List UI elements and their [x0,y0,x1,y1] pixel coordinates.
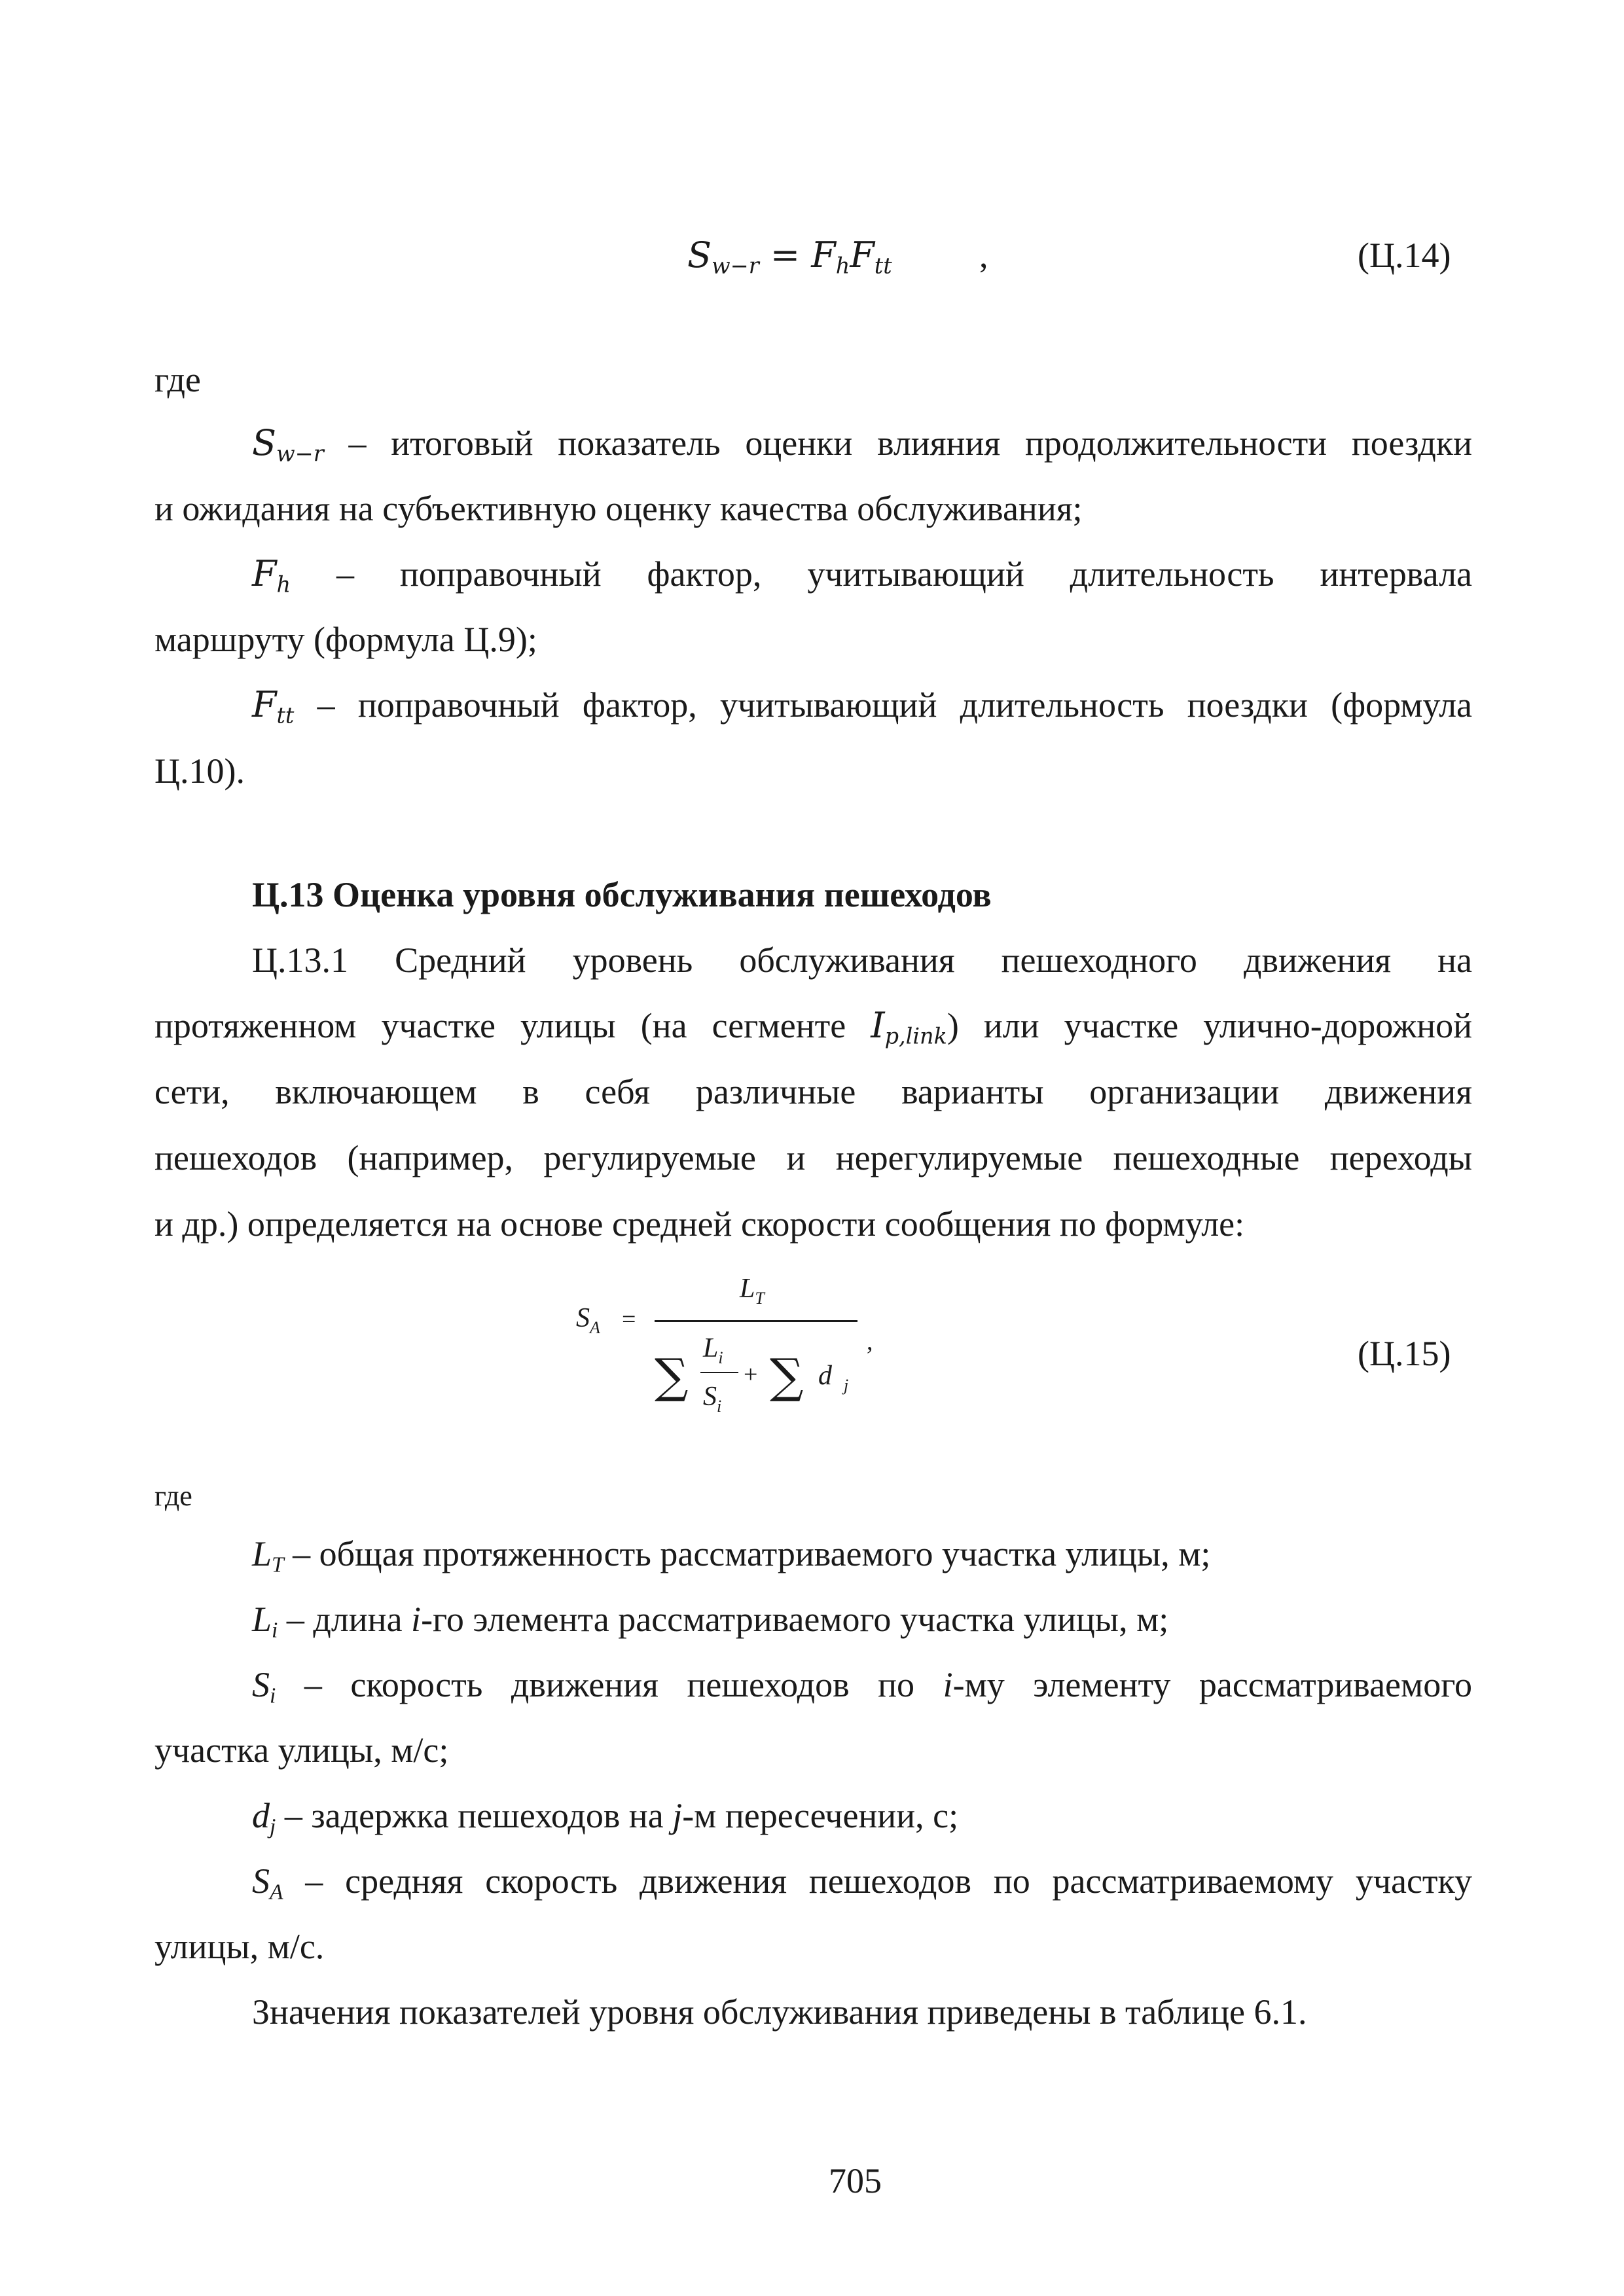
formula-15-dj-sub: j [844,1376,849,1395]
def-ftt-sub: tt [276,702,295,728]
def-si-cont: участка улицы, м/с; [154,1731,449,1770]
def-li-i: i [411,1600,422,1639]
para-1-line-4: пешеходов (например, регулируемые и нерегулируемые пешеходные переходы [154,1138,1472,1177]
formula-15-sa-symbol: S [576,1303,590,1333]
formula-15-si-sub: i [717,1397,722,1416]
formula-15-si [703,1381,721,1416]
formula-15-li-sub: i [718,1348,723,1367]
def-swr [252,422,1472,467]
def-ftt [252,684,1472,726]
page-number: 705 [829,2161,882,2200]
def-lt-text: – общая протяженность рассматриваемого участка улицы, м; [283,1534,1211,1573]
def-ftt-text: – поправочный фактор, учитывающий длительность поездки (формула [294,685,1472,725]
def-ftt-symbol: F [252,684,277,725]
def-si-text-1: – скорость движения пешеходов по [276,1665,943,1704]
def-si-text-2: -му элементу рассматриваемого [952,1665,1472,1704]
def-lt-symbol: L [252,1534,272,1573]
formula-15-main-bar [655,1320,857,1322]
formula-15-eq: = [622,1306,636,1333]
formula-14-sub-h: h [835,253,850,279]
def-fh-sub: h [276,571,291,598]
def-lt [252,1533,1210,1575]
formula-14-lhs: S [687,234,712,276]
formula-14-eq: = F [759,234,836,276]
formula-14-number: (Ц.14) [1358,236,1451,275]
para-1-symbol-i: I [871,1005,885,1046]
para-1-line-1: Ц.13.1 Средний уровень обслуживания пешеходного движения на [252,941,1472,980]
def-li-symbol: L [252,1600,272,1639]
formula-15-si-symbol: S [703,1382,717,1412]
def-dj-sub: j [270,1814,276,1839]
para-1-line-2 [154,1005,1472,1047]
def-lt-sub: T [272,1552,284,1577]
formula-15-comma: , [867,1328,873,1355]
formula-15-inner-bar [700,1372,738,1373]
def-dj-symbol: d [252,1796,270,1835]
para-1-line-2-b: ) или участке улично-дорожной [947,1006,1472,1045]
formula-15-sum-2: ∑ [770,1348,804,1403]
formula-14 [687,234,892,279]
def-sa [252,1860,1472,1905]
def-fh-cont: маршруту (формула Ц.9); [154,620,537,659]
para-1-line-3: сети, включающем в себя различные варианты организации движения [154,1072,1472,1111]
formula-15-sa [576,1302,600,1338]
section-heading: Ц.13 Оценка уровня обслуживания пешеходов [252,875,992,914]
def-dj-j: j [672,1796,683,1835]
def-ftt-cont: Ц.10). [154,751,245,791]
formula-15-dj-symbol: d [818,1361,832,1391]
def-fh-text: – поправочный фактор, учитывающий длительность интервала [291,554,1472,594]
formula-15-lt [740,1273,765,1308]
formula-14-f: F [850,234,875,276]
formula-14-lhs-sub: w−r [712,253,759,279]
formula-15-plus: + [744,1361,758,1388]
def-li-text-1: – длина [278,1600,412,1639]
formula-15-sum-1: ∑ [655,1348,689,1403]
def-li [252,1598,1169,1643]
para-1-line-2-a: протяженном участке улицы (на сегменте [154,1006,871,1045]
formula-15-dj [818,1360,848,1395]
def-si [252,1664,1472,1706]
def-sa-text: – средняя скорость движения пешеходов по рассматриваемому участку [283,1861,1472,1901]
formula-14-sub-tt: tt [874,253,892,279]
formula-15-number: (Ц.15) [1358,1334,1451,1373]
def-sa-sub: A [270,1880,283,1905]
def-fh-symbol: F [252,553,277,594]
def-swr-text: – итоговый показатель оценки влияния продолжительности поездки [323,423,1472,463]
def-dj-text-2: -м пересечении, с; [682,1796,959,1835]
def-sa-cont: улицы, м/с. [154,1927,325,1966]
def-si-symbol: S [252,1665,270,1704]
formula-15-lt-symbol: L [740,1274,755,1304]
closing-sentence: Значения показателей уровня обслуживания приведены в таблице 6.1. [252,1992,1307,2032]
def-swr-symbol: S [252,422,276,463]
def-sa-symbol: S [252,1861,270,1901]
formula-15-lt-sub: T [755,1289,765,1308]
def-dj [252,1795,958,1837]
formula-15-sa-sub: A [590,1318,600,1337]
where-label-1: где [154,360,201,399]
formula-15-li [703,1333,723,1368]
def-dj-text-1: – задержка пешеходов на [276,1796,673,1835]
where-label-2: где [154,1480,192,1512]
para-1-line-5: и др.) определяется на основе средней скорости сообщения по формуле: [154,1204,1245,1244]
def-fh [252,553,1472,598]
def-si-sub: i [270,1683,276,1708]
def-li-text-2: -го элемента рассматриваемого участка улицы, м; [421,1600,1169,1639]
para-1-symbol-sub: p,link [884,1023,947,1049]
def-li-sub: i [272,1618,278,1643]
def-swr-cont: и ожидания на субъективную оценку качества обслуживания; [154,489,1083,528]
def-swr-sub: w−r [276,440,324,467]
def-si-i: i [943,1665,953,1704]
formula-14-comma: , [979,236,988,275]
formula-15-li-symbol: L [703,1333,719,1363]
